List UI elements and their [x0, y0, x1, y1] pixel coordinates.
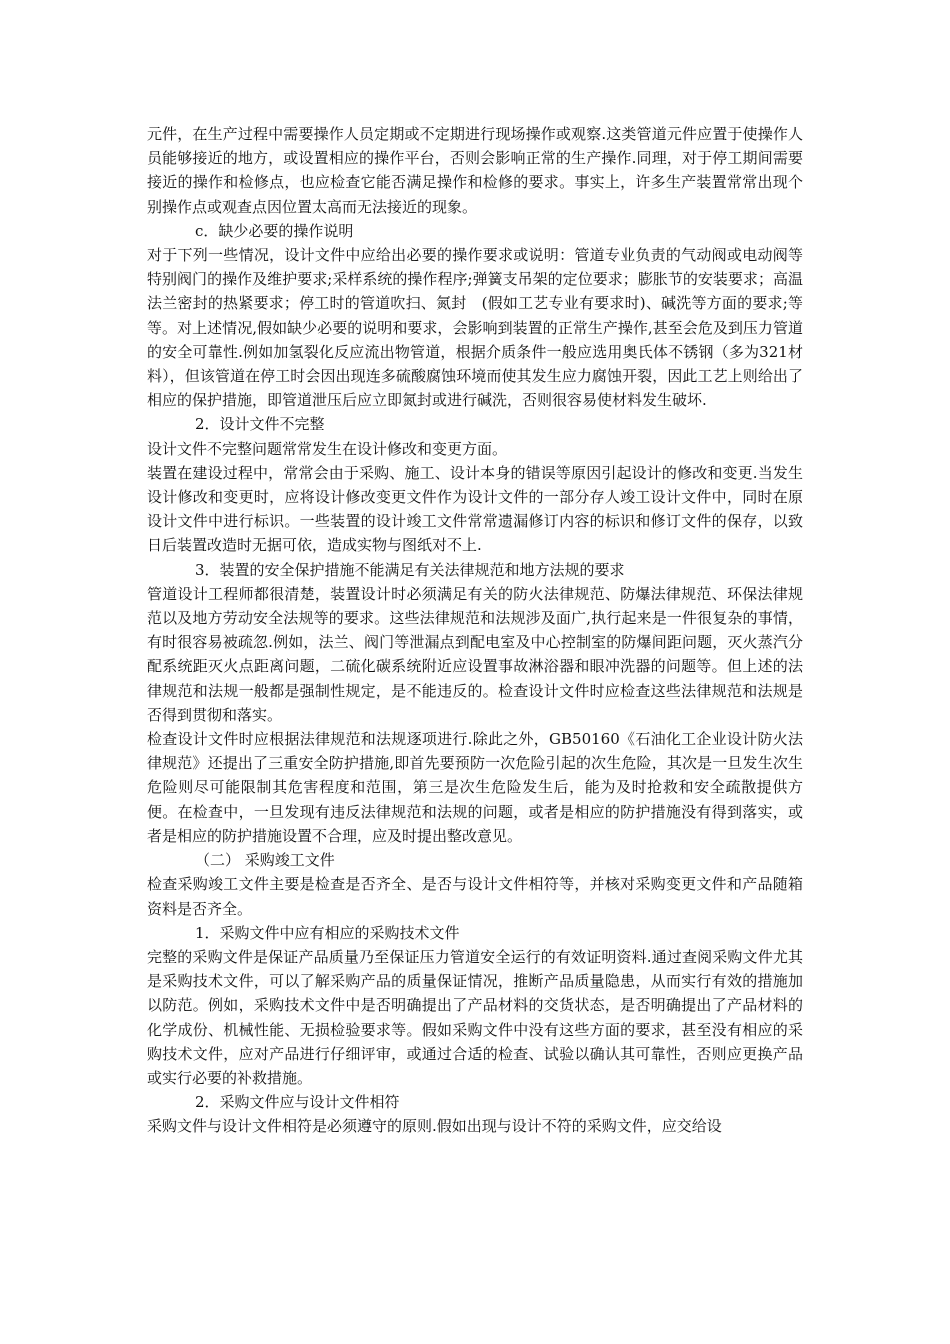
section-heading: 1．采购文件中应有相应的采购技术文件	[195, 923, 460, 942]
section-heading: 2．设计文件不完整	[195, 415, 325, 434]
section-heading: c．缺少必要的操作说明	[195, 221, 354, 240]
body-paragraph: 检查采购竣工文件主要是检查是否齐全、是否与设计文件相符等，并核对采购变更文件和产品随箱资料是否齐全。	[147, 875, 803, 918]
section-heading: （二） 采购竣工文件	[195, 851, 335, 870]
body-paragraph: 设计文件不完整问题常常发生在设计修改和变更方面。	[147, 439, 508, 458]
body-paragraph: 检查设计文件时应根据法律规范和法规逐项进行.除此之外，GB50160《石油化工企业设计防火法律规范》还提出了三重安全防护措施,即首先要预防一次危险引起的次生危险，其次是一旦发生次生危险则尽可能限制其危害程度和范围，第三是次生危险发生后，能为及时抢救和安全疏散提供方便。在检查中，一旦发现有违反法律规范和法规的问题，或者是相应的防护措施没有得到落实，或者是相应的防护措施设置不合理，应及时提出整改意见。	[147, 730, 803, 845]
body-paragraph: 装置在建设过程中，常常会由于采购、施工、设计本身的错误等原因引起设计的修改和变更.当发生设计修改和变更时，应将设计修改变更文件作为设计文件的一部分存人竣工设计文件中，同时在原设计文件中进行标识。一些装置的设计竣工文件常常遗漏修订内容的标识和修订文件的保存，以致日后装置改造时无据可依，造成实物与图纸对不上.	[147, 463, 803, 555]
section-heading: 2．采购文件应与设计文件相符	[195, 1093, 400, 1112]
body-paragraph: 管道设计工程师都很清楚，装置设计时必须满足有关的防火法律规范、防爆法律规范、环保法律规范以及地方劳动安全法规等的要求。这些法律规范和法规涉及面广,执行起来是一件很复杂的事情，有时很容易被疏忽.例如，法兰、阀门等泄漏点到配电室及中心控制室的防爆间距问题，灭火蒸汽分配系统距灭火点距离问题，二硫化碳系统附近应设置事故淋浴器和眼冲洗器的问题等。但上述的法律规范和法规一般都是强制性规定，是不能违反的。检查设计文件时应检查这些法律规范和法规是否得到贯彻和落实。	[147, 584, 803, 724]
body-paragraph: 对于下列一些情况，设计文件中应给出必要的操作要求或说明：管道专业负责的气动阀或电动阀等特别阀门的操作及维护要求;采样系统的操作程序;弹簧支吊架的定位要求；膨胀节的安装要求；高温法兰密封的热紧要求；停工时的管道吹扫、氮封 (假如工艺专业有要求时)、碱洗等方面的要求;等等。对上述情况,假如缺少必要的说明和要求，会影响到装置的正常生产操作,甚至会危及到压力管道的安全可靠性.例如加氢裂化反应流出物管道，根据介质条件一般应选用奥氏体不锈钢（多为321材料），但该管道在停工时会因出现连多硫酸腐蚀环境而使其发生应力腐蚀开裂，因此工艺上则给出了相应的保护措施，即管道泄压后应立即氮封或进行碱洗，否则很容易使材料发生破坏.	[147, 246, 803, 410]
section-heading: 3．装置的安全保护措施不能满足有关法律规范和地方法规的要求	[195, 560, 625, 579]
body-paragraph: 元件，在生产过程中需要操作人员定期或不定期进行现场操作或观察.这类管道元件应置于使操作人员能够接近的地方，或设置相应的操作平台，否则会影响正常的生产操作.同理，对于停工期间需要接近的操作和检修点，也应检查它能否满足操作和检修的要求。事实上，许多生产装置常常出现个别操作点或观查点因位置太高而无法接近的现象。	[147, 125, 803, 216]
body-paragraph: 完整的采购文件是保证产品质量乃至保证压力管道安全运行的有效证明资料.通过查阅采购文件尤其是采购技术文件，可以了解采购产品的质量保证情况，推断产品质量隐患，从而实行有效的措施加以防范。例如，采购技术文件中是否明确提出了产品材料的交货状态，是否明确提出了产品材料的化学成份、机械性能、无损检验要求等。假如采购文件中没有这些方面的要求，甚至没有相应的采购技术文件，应对产品进行仔细评审，或通过合适的检查、试验以确认其可靠性，否则应更换产品或实行必要的补救措施。	[147, 947, 803, 1087]
document-body	[147, 122, 803, 1139]
body-paragraph: 采购文件与设计文件相符是必须遵守的原则.假如出现与设计不符的采购文件，应交给设	[147, 1117, 722, 1136]
